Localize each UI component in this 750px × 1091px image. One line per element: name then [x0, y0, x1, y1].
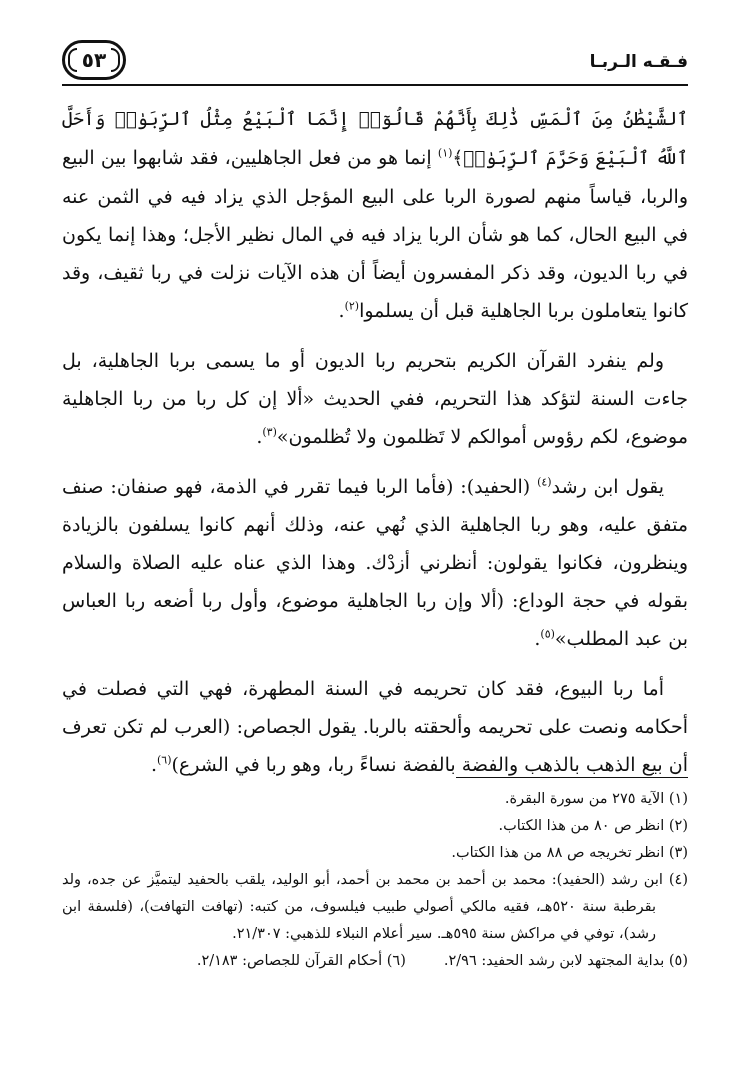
- paragraph-2-end: .: [256, 426, 263, 448]
- footnote-ref-2[interactable]: (٢): [344, 299, 360, 313]
- footnote-ref-3[interactable]: (٣): [262, 425, 277, 439]
- footnote-ref-4[interactable]: (٤): [537, 475, 552, 489]
- page-header: [62, 38, 688, 88]
- header-rule: [62, 84, 688, 86]
- footnote-separator: [456, 777, 688, 778]
- footnote-1: (١) الآية ٢٧٥ من سورة البقرة.: [504, 791, 688, 807]
- paragraph-1-text: إنما هو من فعل الجاهليين، فقد شابهوا بين البيع والربا، قياساً منهم لصورة الربا على البيع المؤجل الذي يزاد فيه في الثمن عنه في البيع الحال، كما هو شأن الربا يزاد فيه في المال نظير الأجل؛ وهذا إنما يكون في ربا الديون، وقد ذكر المفسرون أيضاً أن هذه الآيات نزلت في ربا ثقيف، وقد كانوا يتعاملون بربا الجاهلية قبل أن يسلموا: [62, 147, 688, 322]
- running-title: فـقـه الـربـا: [589, 52, 688, 72]
- footnote-2: (٢) انظر ص ٨٠ من هذا الكتاب.: [498, 818, 688, 834]
- paragraph-1: [62, 100, 688, 330]
- paragraph-3: [62, 468, 688, 658]
- paragraph-3-text-a: يقول ابن رشد: [551, 476, 664, 498]
- paragraph-2: [62, 342, 688, 456]
- paragraph-4-end: .: [150, 754, 157, 776]
- footnote-ref-1[interactable]: (١): [437, 146, 453, 160]
- footnotes: [62, 786, 688, 975]
- footnote-ref-5[interactable]: (٥): [540, 627, 555, 641]
- paragraph-4-text: أما ربا البيوع، فقد كان تحريمه في السنة المطهرة، فهي التي فصلت في أحكامه ونصت على تحريمه وألحقته بالربا. يقول الجصاص: (العرب لم تكن تعرف أن بيع الذهب بالذهب والفضة بالفضة نساءً ربا، وهو ربا في الشرع): [62, 678, 688, 776]
- paragraph-3-end: .: [534, 628, 541, 650]
- footnote-3: (٣) انظر تخريجه ص ٨٨ من هذا الكتاب.: [451, 845, 688, 861]
- footnote-row-5-6: [62, 948, 688, 975]
- paragraph-3-text-b: (الحفيد): (فأما الربا فيما تقرر في الذمة، فهو صنفان: صنف متفق عليه، وهو ربا الجاهلية الذي نُهي عنه، وذلك أنهم كانوا يسلفون بالزيادة وينظرون، فكانوا يقولون: أنظرني أزدْك. وهذا الذي عناه عليه الصلاة والسلام بقوله في حجة الوداع: (ألا وإن ربا الجاهلية موضوع، وأول ربا أضعه ربا العباس بن عبد المطلب»: [62, 476, 688, 650]
- page-number-badge: ٥٣: [62, 40, 126, 80]
- footnote-4: (٤) ابن رشد (الحفيد): محمد بن أحمد بن محمد بن أحمد، أبو الوليد، يلقب بالحفيد ليتميَّز عن جده، ولد بقرطبة سنة ٥٢٠هـ، فقيه مالكي أصولي طبيب فيلسوف، من كتبه: (تهافت التهافت)، (فلسفة ابن رشد)، توفي في مراكش سنة ٥٩٥هـ. سير أعلام النبلاء للذهبي: ٢١/٣٠٧.: [62, 872, 688, 942]
- paragraph-4: [62, 670, 688, 784]
- paragraph-1-end: .: [338, 300, 345, 322]
- main-text: [62, 100, 688, 796]
- footnote-5: (٥) بداية المجتهد لابن رشد الحفيد: ٢/٩٦.: [443, 953, 688, 969]
- footnote-6: (٦) أحكام القرآن للجصاص: ٢/١٨٣.: [196, 953, 406, 969]
- footnote-ref-6[interactable]: (٦): [157, 753, 172, 767]
- paragraph-2-text: ولم ينفرد القرآن الكريم بتحريم ربا الديون أو ما يسمى بربا الجاهلية، بل جاءت السنة لتؤكد هذا التحريم، ففي الحديث «ألا إن كل ربا من ربا الجاهلية موضوع، لكم رؤوس أموالكم لا تَظلمون ولا تُظلمون»: [62, 350, 688, 448]
- quran-verse: ٱلشَّيْطَٰنُ مِنَ ٱلْمَسِّ ذَٰلِكَ بِأَنَّهُمْ قَالُوٓا۟ إِنَّمَا ٱلْبَيْعُ مِثْلُ ٱلرِّبَوٰا۟ وَأَحَلَّ ٱللَّهُ ٱلْبَيْعَ وَحَرَّمَ ٱلرِّبَوٰا۟﴾: [62, 109, 689, 169]
